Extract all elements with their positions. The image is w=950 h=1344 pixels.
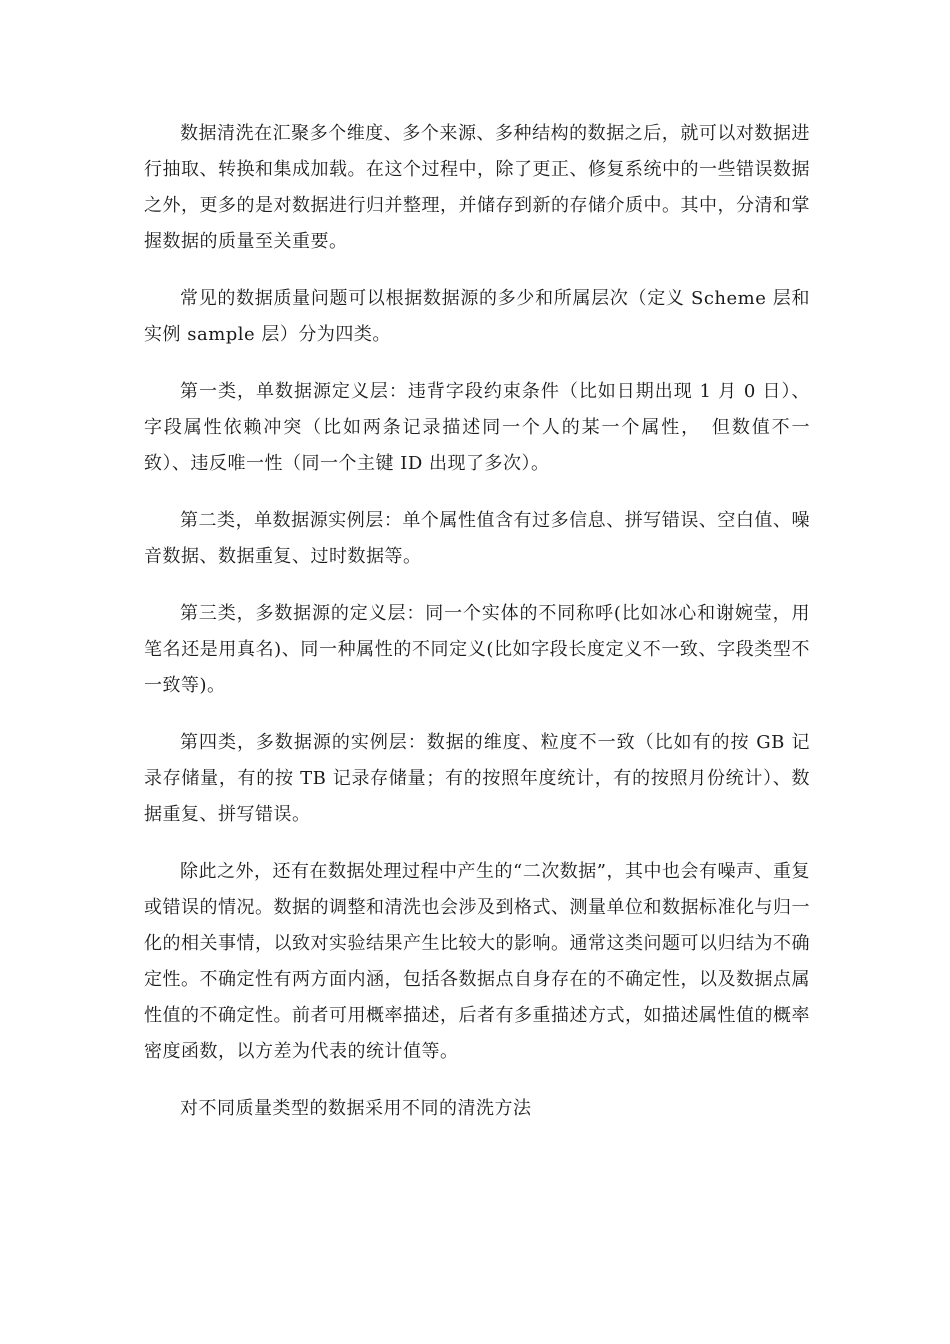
document-body [144, 116, 810, 1148]
paragraph-intro: 数据清洗在汇聚多个维度、多个来源、多种结构的数据之后，就可以对数据进行抽取、转换和集成加载。在这个过程中，除了更正、修复系统中的一些错误数据之外，更多的是对数据进行归并整理，并储存到新的存储介质中。其中，分清和掌握数据的质量至关重要。 [144, 123, 810, 252]
paragraph-type-one: 第一类，单数据源定义层：违背字段约束条件（比如日期出现 1 月 0 日）、字段属性依赖冲突（比如两条记录描述同一个人的某一个属性， 但数值不一致）、违反唯一性（同一个主键 ID 出现了多次）。 [144, 381, 810, 474]
paragraph-type-four: 第四类，多数据源的实例层：数据的维度、粒度不一致（比如有的按 GB 记录存储量，有的按 TB 记录存储量；有的按照年度统计，有的按照月份统计）、数据重复、拼写错误。 [144, 732, 810, 825]
paragraph-secondary-data: 除此之外，还有在数据处理过程中产生的“二次数据”，其中也会有噪声、重复或错误的情况。数据的调整和清洗也会涉及到格式、测量单位和数据标准化与归一化的相关事情，以致对实验结果产生比较大的影响。通常这类问题可以归结为不确定性。不确定性有两方面内涵，包括各数据点自身存在的不确定性，以及数据点属性值的不确定性。前者可用概率描述，后者有多重描述方式，如描述属性值的概率密度函数，以方差为代表的统计值等。 [144, 861, 810, 1062]
paragraph-cleaning-methods: 对不同质量类型的数据采用不同的清洗方法 [180, 1098, 532, 1119]
paragraph-type-three: 第三类，多数据源的定义层：同一个实体的不同称呼(比如冰心和谢婉莹，用笔名还是用真名)、同一种属性的不同定义(比如字段长度定义不一致、字段类型不一致等)。 [144, 603, 810, 696]
paragraph-quality-categories: 常见的数据质量问题可以根据数据源的多少和所属层次（定义 Scheme 层和实例 sample 层）分为四类。 [144, 288, 810, 345]
paragraph-type-two: 第二类，单数据源实例层：单个属性值含有过多信息、拼写错误、空白值、噪音数据、数据重复、过时数据等。 [144, 510, 810, 567]
